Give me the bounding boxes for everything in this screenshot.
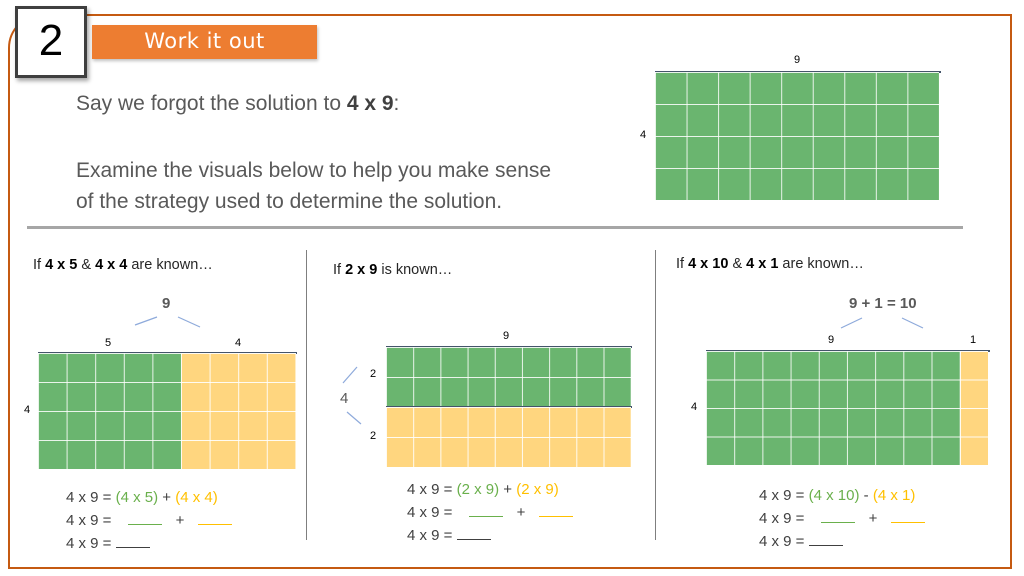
left-yellow-grid	[181, 353, 296, 469]
main-array-side-label: 4	[640, 129, 647, 141]
right-green-grid	[706, 351, 960, 465]
right-equations: 4 x 9 = (4 x 10) - (4 x 1) 4 x 9 = + 4 x 9 =	[759, 484, 925, 553]
right-yellow-grid	[960, 351, 988, 465]
middle-blank-answer[interactable]	[457, 525, 491, 540]
right-blank-yellow[interactable]	[891, 508, 925, 523]
right-blank-answer[interactable]	[809, 531, 843, 546]
middle-blank-green[interactable]	[469, 502, 503, 517]
left-green-grid	[38, 353, 181, 469]
right-label-9: 9	[828, 334, 835, 346]
left-blank-answer[interactable]	[116, 533, 150, 548]
middle-green-grid	[386, 347, 631, 407]
left-split-total: 9	[162, 295, 171, 312]
left-side-label: 4	[24, 404, 31, 416]
left-label-4: 4	[235, 337, 242, 349]
middle-panel-caption: If 2 x 9 is known…	[333, 262, 453, 278]
right-side-label: 4	[691, 401, 698, 413]
middle-split-total: 4	[340, 390, 349, 407]
right-label-1: 1	[970, 334, 977, 346]
middle-blank-yellow[interactable]	[539, 502, 573, 517]
left-label-5: 5	[105, 337, 112, 349]
right-panel-caption: If 4 x 10 & 4 x 1 are known…	[676, 256, 864, 272]
main-array-top-label: 9	[794, 54, 801, 66]
middle-label-2-bottom: 2	[370, 430, 377, 442]
right-split-total: 9 + 1 = 10	[849, 295, 917, 312]
left-blank-green[interactable]	[128, 510, 162, 525]
middle-label-2-top: 2	[370, 368, 377, 380]
middle-top-label: 9	[503, 330, 510, 342]
left-blank-yellow[interactable]	[198, 510, 232, 525]
left-equations: 4 x 9 = (4 x 5) + (4 x 4) 4 x 9 = + 4 x 9 =	[66, 486, 232, 555]
intro-text: Say we forgot the solution to 4 x 9:	[76, 92, 400, 115]
right-blank-green[interactable]	[821, 508, 855, 523]
middle-equations: 4 x 9 = (2 x 9) + (2 x 9) 4 x 9 = + 4 x 9 =	[407, 478, 573, 547]
section-banner: Work it out	[92, 25, 317, 59]
slide-number: 2	[15, 6, 87, 78]
left-panel-caption: If 4 x 5 & 4 x 4 are known…	[33, 257, 213, 273]
instruction-text: Examine the visuals below to help you make sense of the strategy used to determine the solution.	[76, 159, 552, 213]
middle-yellow-grid	[386, 407, 631, 467]
